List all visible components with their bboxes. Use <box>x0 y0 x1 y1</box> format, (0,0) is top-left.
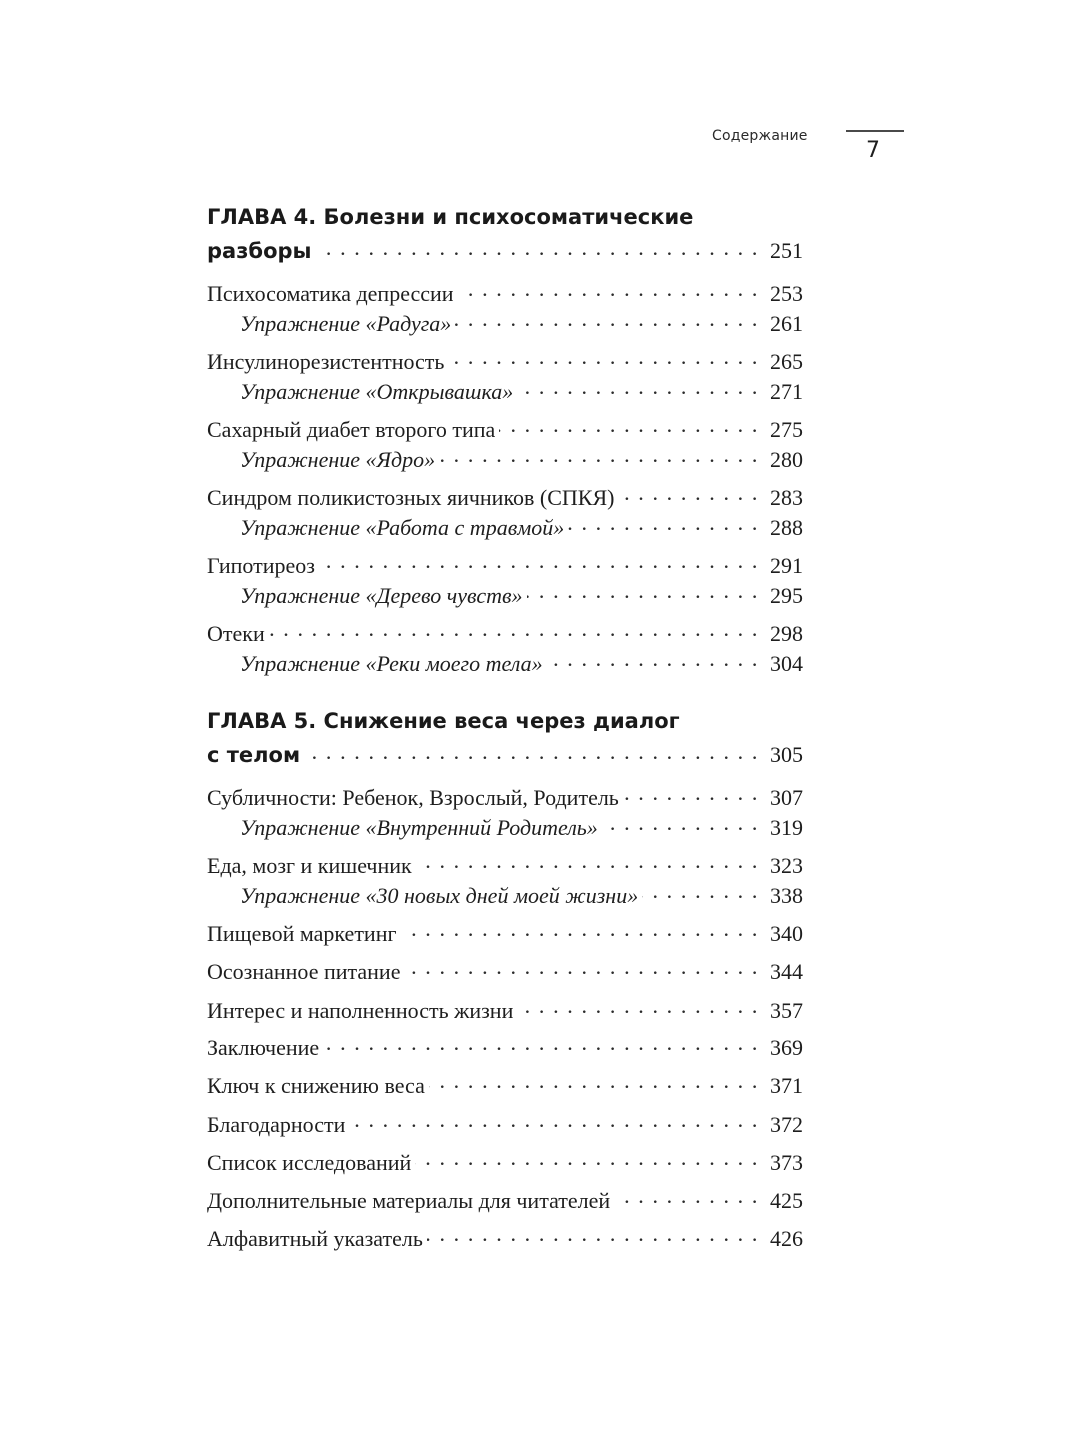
toc-entry[interactable] <box>207 414 803 446</box>
leader-dots <box>517 377 759 399</box>
leader-dots <box>416 851 759 873</box>
entry-title: Благодарности <box>207 1112 346 1137</box>
toc-exercise-entry[interactable] <box>240 648 803 680</box>
entry-page: 425 <box>770 1188 803 1213</box>
entry-page: 426 <box>770 1226 803 1251</box>
leader-dots <box>427 1224 759 1246</box>
running-head: Содержание <box>712 128 808 144</box>
toc-exercise-entry[interactable] <box>240 580 803 612</box>
leader-dots <box>323 1033 759 1055</box>
entry-page: 304 <box>770 651 803 676</box>
entry-title: Еда, мозг и кишечник <box>207 853 412 878</box>
entry-page: 371 <box>770 1073 803 1098</box>
toc-entry-index[interactable] <box>207 1223 803 1255</box>
toc-entry-key[interactable] <box>207 1070 803 1102</box>
folio-rule <box>846 130 904 132</box>
entry-page: 344 <box>770 959 803 984</box>
leader-dots <box>439 445 759 467</box>
leader-dots <box>401 919 759 941</box>
entry-title: Упражнение «Радуга» <box>240 311 452 336</box>
entry-page: 265 <box>770 349 803 374</box>
entry-title: Психосоматика депрессии <box>207 281 454 306</box>
entry-title: Осознанное питание <box>207 959 401 984</box>
page-number: 7 <box>866 138 880 163</box>
leader-dots <box>304 741 759 762</box>
entry-page: 373 <box>770 1150 803 1175</box>
entry-page: 357 <box>770 998 803 1023</box>
toc-exercise-entry[interactable] <box>240 812 803 844</box>
entry-page: 271 <box>770 379 803 404</box>
toc-entry[interactable] <box>207 482 803 514</box>
toc-entry-conclusion[interactable] <box>207 1032 803 1064</box>
leader-dots <box>602 813 759 835</box>
leader-dots <box>448 347 759 369</box>
entry-title: Список исследований <box>207 1150 412 1175</box>
toc-exercise-entry[interactable] <box>240 376 803 408</box>
entry-title: Гипотиреоз <box>207 553 315 578</box>
entry-title: Упражнение «Внутренний Родитель» <box>240 815 598 840</box>
leader-dots <box>404 957 759 979</box>
entry-title: Ключ к снижению веса <box>207 1073 425 1098</box>
toc-exercise-entry[interactable] <box>240 308 803 340</box>
chapter-title-line2: разборы <box>207 239 312 263</box>
entry-title: Упражнение «Дерево чувств» <box>240 583 523 608</box>
leader-dots <box>499 415 759 437</box>
entry-page: 372 <box>770 1112 803 1137</box>
leader-dots <box>527 581 759 603</box>
entry-page: 340 <box>770 921 803 946</box>
entry-page: 261 <box>770 311 803 336</box>
entry-title: Упражнение «Открывашка» <box>240 379 514 404</box>
toc-exercise-entry[interactable] <box>240 512 803 544</box>
entry-page: 369 <box>770 1035 803 1060</box>
entry-page: 291 <box>770 553 803 578</box>
entry-title: Алфавитный указатель <box>207 1226 423 1251</box>
entry-page: 319 <box>770 815 803 840</box>
entry-title: Пищевой маркетинг <box>207 921 397 946</box>
entry-page: 323 <box>770 853 803 878</box>
entry-page: 280 <box>770 447 803 472</box>
toc-entry[interactable] <box>207 278 803 310</box>
entry-title: Упражнение «Ядро» <box>240 447 436 472</box>
leader-dots <box>319 551 759 573</box>
entry-title: Синдром поликистозных яичников (СПКЯ) <box>207 485 615 510</box>
leader-dots <box>349 1110 759 1132</box>
toc-chapter-5[interactable] <box>207 704 803 772</box>
entry-title: Упражнение «30 новых дней моей жизни» <box>240 883 639 908</box>
leader-dots <box>429 1071 759 1093</box>
entry-title: Отеки <box>207 621 265 646</box>
toc-entry[interactable] <box>207 618 803 650</box>
leader-dots <box>623 783 759 805</box>
chapter-title-line1: ГЛАВА 5. Снижение веса через диалог <box>207 709 680 733</box>
leader-dots <box>547 649 759 671</box>
chapter-title-line1: ГЛАВА 4. Болезни и психосоматические <box>207 205 694 229</box>
entry-page: 283 <box>770 485 803 510</box>
leader-dots <box>642 881 759 903</box>
entry-page: 253 <box>770 281 803 306</box>
chapter-title-line2: с телом <box>207 743 301 767</box>
leader-dots <box>568 513 759 535</box>
chapter-page: 305 <box>770 742 803 767</box>
entry-page: 307 <box>770 785 803 810</box>
entry-page: 295 <box>770 583 803 608</box>
toc-entry[interactable] <box>207 995 803 1027</box>
leader-dots <box>269 619 759 641</box>
leader-dots <box>517 996 759 1018</box>
toc-exercise-entry[interactable] <box>240 880 803 912</box>
entry-title: Упражнение «Работа с травмой» <box>240 515 565 540</box>
leader-dots <box>458 279 759 301</box>
entry-title: Субличности: Ребенок, Взрослый, Родитель <box>207 785 619 810</box>
entry-title: Сахарный диабет второго типа <box>207 417 496 442</box>
toc-entry[interactable] <box>207 346 803 378</box>
toc-entry[interactable] <box>207 918 803 950</box>
leader-dots <box>415 1148 759 1170</box>
toc-entry-materials[interactable] <box>207 1185 803 1217</box>
toc-exercise-entry[interactable] <box>240 444 803 476</box>
toc-chapter-4[interactable] <box>207 200 803 268</box>
leader-dots <box>614 1186 759 1208</box>
toc-entry[interactable] <box>207 782 803 814</box>
toc-entry-references[interactable] <box>207 1147 803 1179</box>
toc-entry[interactable] <box>207 550 803 582</box>
chapter-page: 251 <box>770 238 803 263</box>
leader-dots <box>455 309 759 331</box>
entry-title: Дополнительные материалы для читателей <box>207 1188 611 1213</box>
entry-page: 275 <box>770 417 803 442</box>
entry-title: Заключение <box>207 1035 320 1060</box>
entry-page: 288 <box>770 515 803 540</box>
toc-entry[interactable] <box>207 850 803 882</box>
toc-entry[interactable] <box>207 956 803 988</box>
entry-title: Инсулинорезистентность <box>207 349 445 374</box>
leader-dots <box>618 483 759 505</box>
leader-dots <box>316 237 759 258</box>
entry-page: 298 <box>770 621 803 646</box>
entry-title: Интерес и наполненность жизни <box>207 998 514 1023</box>
entry-page: 338 <box>770 883 803 908</box>
toc-entry-acknowledgements[interactable] <box>207 1109 803 1141</box>
entry-title: Упражнение «Реки моего тела» <box>240 651 543 676</box>
